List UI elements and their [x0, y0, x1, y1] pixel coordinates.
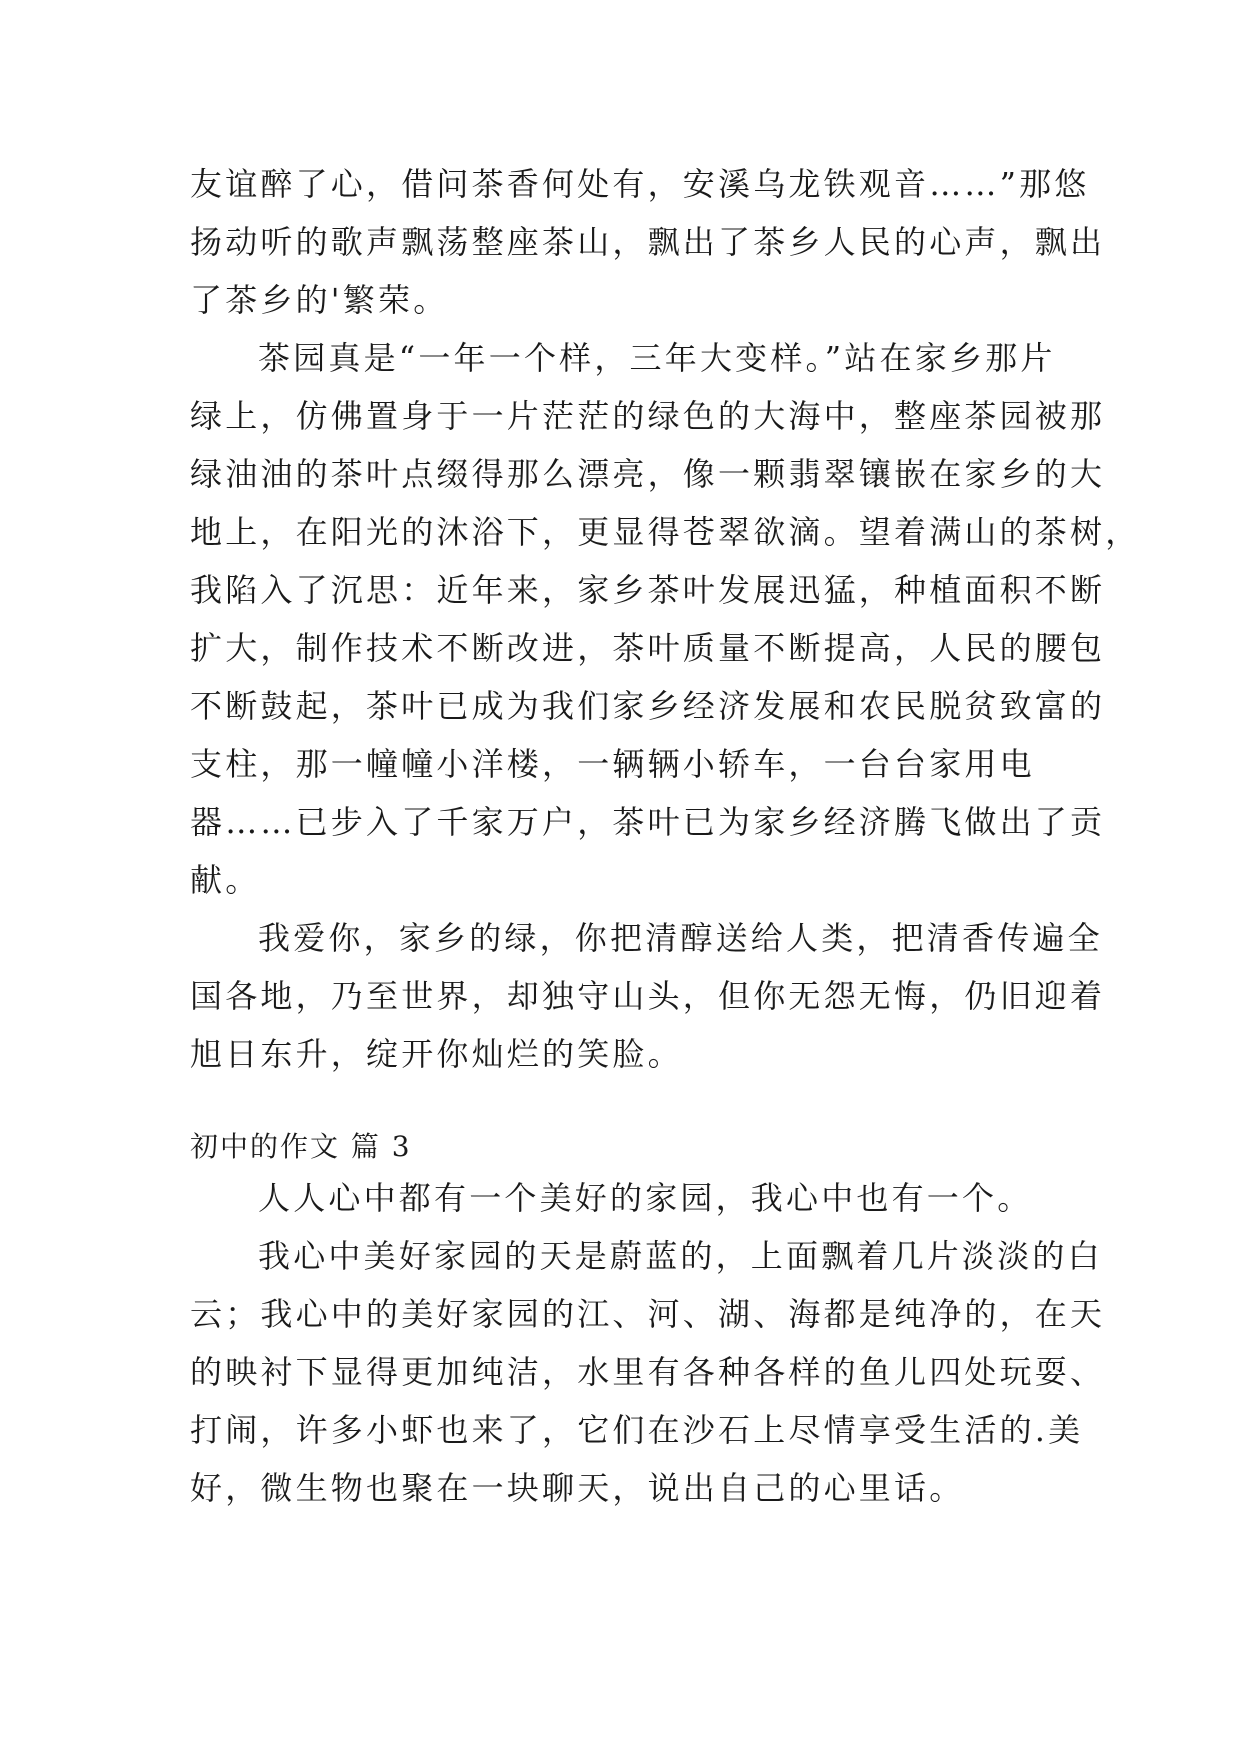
text-line: 好，微生物也聚在一块聊天，说出自己的心里话。: [190, 1469, 965, 1507]
text-line: 我爱你，家乡的绿，你把清醇送给人类，把清香传遍全: [258, 919, 1103, 957]
paragraph-5: [190, 1227, 1106, 1517]
text-line: 打闹，许多小虾也来了，它们在沙石上尽情享受生活的.美: [190, 1411, 1084, 1449]
text-line: 绿上，仿佛置身于一片茫茫的绿色的大海中，整座茶园被那: [190, 397, 1106, 435]
text-line: 支柱，那一幢幢小洋楼，一辆辆小轿车，一台台家用电: [190, 745, 1035, 783]
text-line: 不断鼓起，茶叶已成为我们家乡经济发展和农民脱贫致富的: [190, 687, 1106, 725]
text-line: 友谊醉了心，借问茶香何处有，安溪乌龙铁观音……”那悠: [190, 165, 1090, 203]
text-line: 绿油油的茶叶点缀得那么漂亮，像一颗翡翠镶嵌在家乡的大: [190, 455, 1106, 493]
text-line: 器……已步入了千家万户，茶叶已为家乡经济腾飞做出了贡: [190, 803, 1106, 841]
text-line: 地上，在阳光的沐浴下，更显得苍翠欲滴。望着满山的茶树，: [190, 513, 1141, 551]
text-line: 我陷入了沉思：近年来，家乡茶叶发展迅猛，种植面积不断: [190, 571, 1106, 609]
section-spacer: [190, 1083, 1060, 1125]
text-line: 茶园真是“一年一个样，三年大变样。”站在家乡那片: [258, 339, 1056, 377]
document-page: [190, 155, 1141, 1517]
text-line: 的映衬下显得更加纯洁，水里有各种各样的鱼儿四处玩耍、: [190, 1353, 1106, 1391]
paragraph-3: [190, 909, 1106, 1083]
text-line: 人人心中都有一个美好的家园，我心中也有一个。: [258, 1179, 1033, 1217]
text-line: 云；我心中的美好家园的江、河、湖、海都是纯净的，在天: [190, 1295, 1106, 1333]
paragraph-1: [190, 155, 1106, 329]
text-line: 了茶乡的'繁荣。: [190, 281, 449, 319]
paragraph-4: [190, 1169, 1060, 1227]
text-line: 扩大，制作技术不断改进，茶叶质量不断提高，人民的腰包: [190, 629, 1106, 667]
paragraph-2: [190, 329, 1141, 909]
text-line: 献。: [190, 861, 261, 899]
text-line: 扬动听的歌声飘荡整座茶山，飘出了茶乡人民的心声，飘出: [190, 223, 1106, 261]
text-line: 我心中美好家园的天是蔚蓝的，上面飘着几片淡淡的白: [258, 1237, 1103, 1275]
text-line: 旭日东升，绽开你灿烂的笑脸。: [190, 1035, 683, 1073]
section-heading: 初中的作文 篇 3: [190, 1130, 412, 1163]
text-line: 国各地，乃至世界，却独守山头，但你无怨无悔，仍旧迎着: [190, 977, 1106, 1015]
